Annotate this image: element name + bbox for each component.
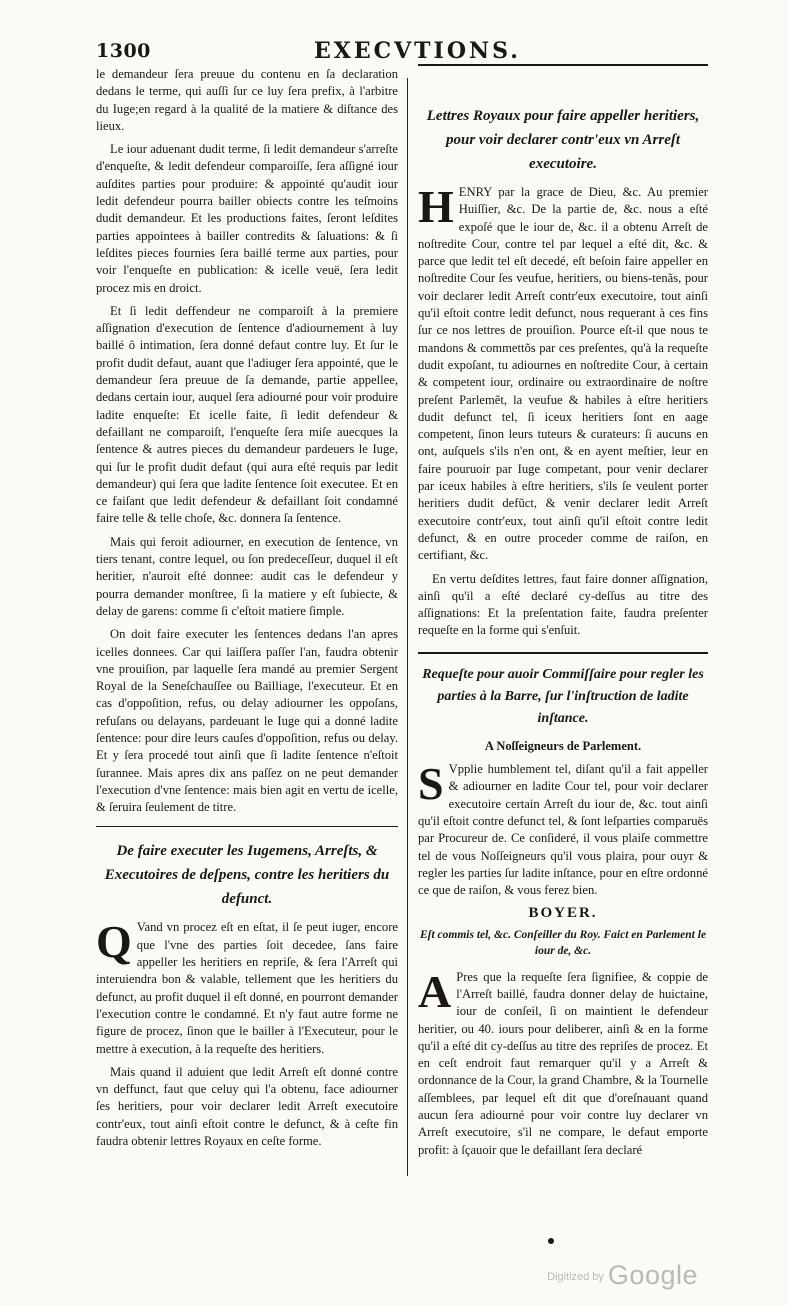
address-line: A Noſſeigneurs de Parlement.	[484, 738, 642, 753]
drop-cap-a: A	[418, 965, 452, 1017]
left-paragraph-5: On doit faire executer les ſentences dedans l'an apres icelles donnees. Car qui laiſſera paſſer l'an, faudra obtenir vne prouiſion, par laquelle ſera mandé au premier Sergent Royal de la Seneſchauſſee ou Bailliage, l'executeur. Et en cas d'oppoſition, refus, ou delay adiourner les oppoſans, refuſans ou delayans, pardeuant le Iuge qui a donné ladite ſentence: pour dire leurs cauſes d'oppoſition, refus ou delay. Et y ſera procedé tout ainſi que ſi ladite ſentence n'eſtoit ſurannee. Mais apres dix ans paſſez on ne peut demander l'execution d'vne ſentence: mais bien agit en vertu de icelle, & ſeruira ſeulement de titre.	[96, 627, 398, 815]
left-paragraph-3: Et ſi ledit deffendeur ne comparoiſt à la premiere aſſignation d'execution de ſentence d'adiournement à luy baillé ô intimation, ſera donné defaut contre luy. Et ſur le profit dudit defaut, auant que l'adiuger ſera appointé, que le demandeur ſera preuue de ſa demande, partie appellee, dedans certain iour, auquel ſera adiourné pour voir produire ladite enqueſte: Et icelle faite, ſi ledit defendeur & defaillant ne comparoiſt, l'enqueſte ſera miſe auecques la ſentence & autres pieces du demandeur pardeuers le Iuge, qui ſur le profit dudit defaut (qui aura eſté requis par ledit demandeur) qui ſera que ladite ſentence ſoit executee. Et en ce faiſant que ledit defendeur & defaillant ſoit condamné faire telle & telle choſe, &c. donnera ſa ſentence.	[96, 303, 398, 526]
left-paragraph-1: le demandeur ſera preuue du contenu en ſa declaration dedans le terme, qui auſſi ſur ce luy ſera prefix, à l'arbitre du Iuge;en regard à la qualité de la matiere & diſtance des lieux.	[96, 67, 398, 133]
header-rule	[418, 64, 708, 66]
signature-name: BOYER.	[528, 905, 598, 922]
section-title-lettres-royaux: Lettres Royaux pour faire appeller heritiers, pour voir declarer contr'eux vn Arreſt executoire.	[426, 108, 700, 172]
digitized-watermark	[547, 1260, 698, 1291]
right-paragraph-1	[418, 181, 708, 565]
google-wordmark: Google	[607, 1260, 698, 1290]
digitized-by-label: Digitized by	[547, 1271, 604, 1283]
left-paragraph-2: Le iour aduenant dudit terme, ſi ledit demandeur s'arreſte d'enqueſte, & ledit defendeur comparoiſſe, ſera aſſigné iour auſdites parties pour produire: & appointé qu'audit iour ledit defendeur pourra bailler obiects contre les teſmoins dudit demandeur. Et les productions faites, ſeront leſdites parties appointees à bailler contredits & ſaluations: & ſi leſdites pieces fournies ſera baillé terme aux parties, pour voir l'enqueſte en publication: & icelle veuë, ſera ledit procez mis en droict.	[96, 142, 398, 295]
right-paragraph-4-text: Pres que la requeſte ſera ſignifiee, & coppie de l'Arreſt baillé, faudra donner delay de huictaine, iour de conſeil, ſi on maintient le defendeur heritier, ou 40. iours pour deliberer, ainſi & en la forme qu'il a eſté dit cy-deſſus au titre des repriſes de procez. Et en ceſt endroit faut remarquer qu'il y a Arreſt & ordonnance de la Cour, la grand Chambre, & la Tournelle aſſemblees, par lequel eſt dit que d'oreſnauant quand aucun ſera adiourné pour voir contre luy declarer vn Arreſt executoire, s'il ne compare, le defaut emporte profit: à ſçauoir que le defaillant ſera declaré	[418, 969, 708, 1157]
drop-cap-h: H	[418, 181, 454, 232]
section-title-requeste: Requeſte pour auoir Commiſſaire pour regler les parties à la Barre, ſur l'inſtruction de ladite inſtance.	[422, 666, 704, 726]
left-paragraph-6	[96, 916, 398, 1057]
commission-line: Eſt commis tel, &c. Conſeiller du Roy. Faict en Parlement le iour de, &c.	[419, 928, 707, 957]
section-title-executer: De faire executer les Iugemens, Arreſts, & Executoires de deſpens, contre les heritiers du defunct.	[104, 843, 390, 908]
section-separator-right	[418, 652, 708, 654]
left-column	[96, 66, 398, 1156]
page-header	[96, 38, 706, 66]
ink-dot	[548, 1238, 554, 1244]
right-paragraph-2: En vertu deſdites lettres, faut faire donner aſſignation, ainſi qu'il a eſté declaré cy-deſſus au titre des aſſignations: Et la preſentation faite, faudra preſenter requeſte en la forme qui s'enſuit.	[418, 571, 708, 638]
column-divider	[407, 78, 408, 1176]
right-paragraph-3-text: Vpplie humblement tel, diſant qu'il a fait appeller & adiourner en ladite Cour tel, pour voir declarer executoire certain Arreſt du iour de, &c. tout ainſi qu'il eſtoit contre defunct tel, & ſont leſparties comparuës par Procureur de. Ce conſideré, il vous plaiſe commettre tel de vous Noſſeigneurs qu'il vous plaira, pour ouyr & regler les parties ſur ladite inſtance, pour en eſtre ordonné ce que de raiſon, & vous ferez bien.	[418, 762, 708, 898]
right-paragraph-3	[418, 758, 708, 899]
left-paragraph-7: Mais quand il aduient que ledit Arreſt eſt donné contre vn deffunct, faut que celuy qui l'a obtenu, face adiourner ſes heritiers, pour voir declarer ledit Arreſt executoire contr'eux, tout ainſi eſtoit contre le defunct, & à ceſte fin faudra obtenir lettres Royaux en ceſte forme.	[96, 1064, 398, 1149]
drop-cap-s: S	[418, 758, 444, 810]
left-paragraph-6-text: Vand vn procez eſt en eſtat, il ſe peut iuger, encore que l'vne des parties ſoit decedee, ſans faire appeller les heritiers en repriſe, & ſera l'Arreſt qui interuiendra bon & valable, tellement que les heritiers du defunct, au profit duquel il eſt donné, en pourront demander l'execution contre le condamné. Et n'y faut autre forme ne figure de procez, ſinon que le bailler à l'Executeur, pour le mettre à execution, à la requeſte des heritiers.	[96, 920, 398, 1056]
right-paragraph-1-text: ENRY par la grace de Dieu, &c. Au premier Huiſſier, &c. De la partie de, &c. nous a eſté expoſé que le iour de, &c. il a obtenu Arreſt de noſtredite Cour, contre tel par lequel a eſté dit, &c. & parce que ledit tel eſt decedé, eſt beſoin faire appeller en noſtredite Cour ſes veufue, heritiers, ou biens-tenãs, pour voir declarer ledit Arreſt contr'eux executoire, tout ainſi qu'il eſtoit contre ledit defunct, nous requerant à ces fins ſur ce nos lettres de prouiſion. Pource eſt-il que nous te mandons & commettõs par ces preſentes, qu'à la requeſte dudit expoſant, tu adiournes en noſtredite Cour, à certain & competent iour, ordinaire ou extraordinaire de noſtre preſent Parlemẽt, la veufue & habiles à eſtre heritiers dudit defunct tel, ſi iceux heritiers ſont en aage competent, ſinon leurs tuteurs & curateurs: ſi aucuns en ont, auſquels s'ils n'en ont, & en ayent meſtier, leur en faire pouruoir par Iuge competant, pour venir declarer par iceux habiles à eſtre heritiers, s'ils ſe veulent porter heritiers dudit defũct, & venir declarer ledit Arreſt executoire contr'eux, tout ainſi qu'il eſtoit contre ledit defunct, & en outre proceder comme de raiſon, en certifiant, &c.	[418, 185, 708, 563]
running-title: EXECVTIONS.	[314, 38, 521, 64]
section-separator	[96, 826, 398, 827]
drop-cap-q: Q	[96, 916, 132, 968]
page-number: 1300	[96, 40, 151, 62]
right-column	[418, 96, 708, 1165]
right-paragraph-4	[418, 965, 708, 1159]
left-paragraph-4: Mais qui feroit adiourner, en execution de ſentence, vn tiers tenant, contre lequel, ou ſon predeceſſeur, duquel il eſt heritier, n'auroit eſté donnee: audit cas le defendeur y pourra demander monſtree, ſi la matiere y eſt ſubiecte, & delay de garens: comme ſi c'eſtoit matiere ſimple.	[96, 534, 398, 618]
